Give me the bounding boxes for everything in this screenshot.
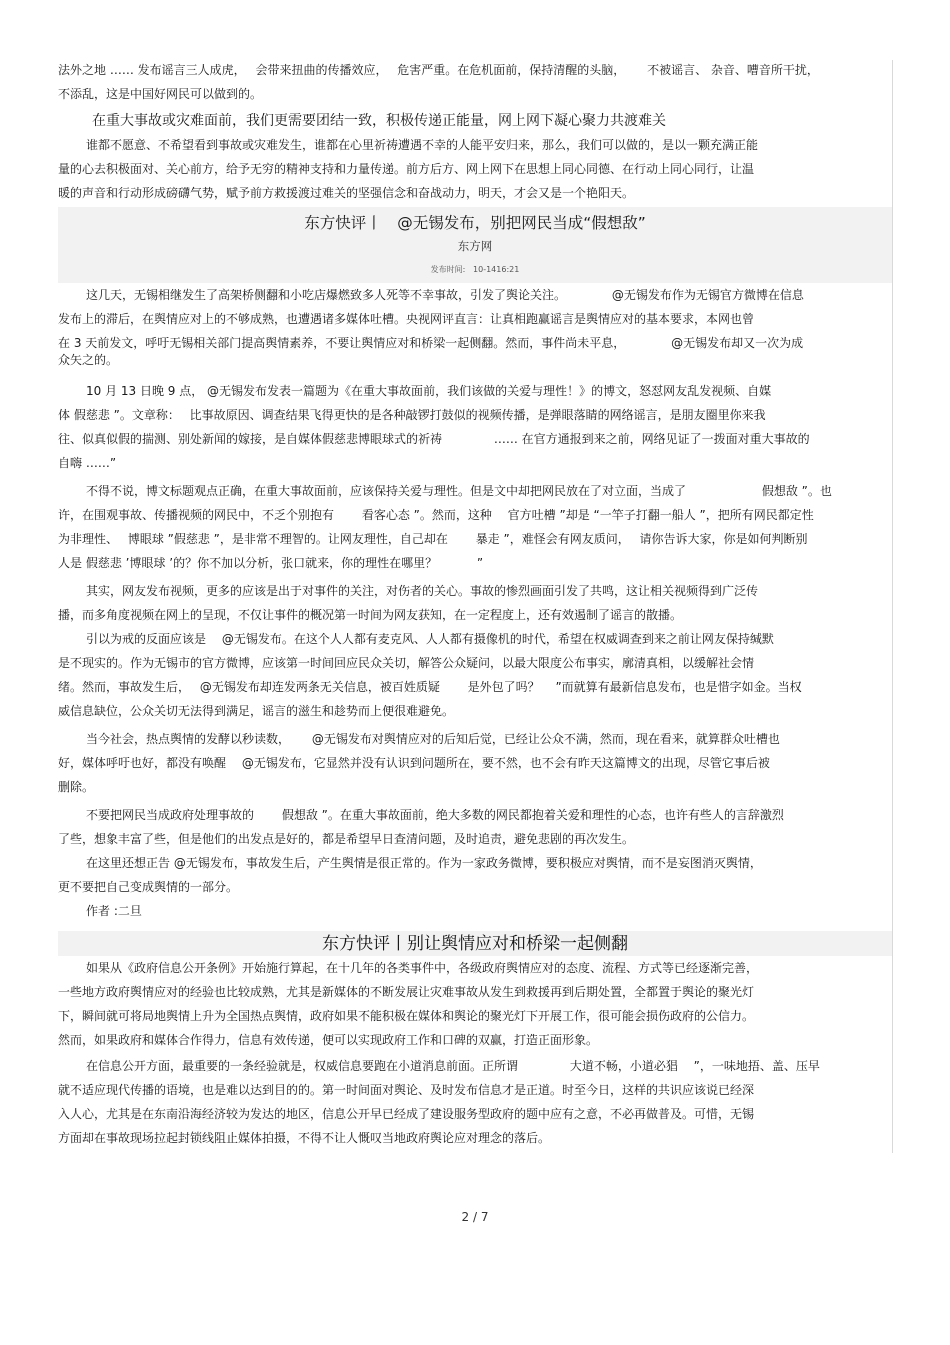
body-line: 在信息公开方面，最重要的一条经验就是，权威信息要跑在小道消息前面。正所谓 大道不畅，小道必猖 ”，一味地捂、盖、压早 xyxy=(86,1059,820,1073)
body-line: 在 3 天前发文，呼吁无锡相关部门提高舆情素养，不要让舆情应对和桥梁一起侧翻。然而，事件尚未平息， @无锡发布却又一次为成 xyxy=(58,336,804,350)
body-line: 10 月 13 日晚 9 点， @无锡发布发表一篇题为《在重大事故面前，我们该做的关爱与理性！》的博文，怒怼网友乱发视频、自媒 xyxy=(86,384,772,398)
publish-time xyxy=(58,265,892,275)
publish-time-label: 发布时间: xyxy=(430,265,466,274)
body-line: 威信息缺位，公众关切无法得到满足，谣言的滋生和趁势而上便很难避免。 xyxy=(58,704,455,718)
intro-paragraph-line: 谁都不愿意、不希望看到事故或灾难发生，谁都在心里祈祷遭遇不幸的人能平安归来，那么，我们可以做的，是以一颗充满正能 xyxy=(86,138,759,152)
body-line: 方面却在事故现场拉起封锁线阻止媒体拍摄，不得不让人慨叹当地政府舆论应对理念的落后。 xyxy=(58,1131,551,1145)
section-heading: 在重大事故或灾难面前，我们更需要团结一致，积极传递正能量，网上网下凝心聚力共渡难关 xyxy=(92,113,666,129)
article-title: 东方快评丨别让舆情应对和桥梁一起侧翻 xyxy=(322,934,628,954)
body-line: 播，而多角度视频在网上的呈现，不仅让事件的概况第一时间为网友获知，在一定程度上，还有效遏制了谣言的散播。 xyxy=(58,608,683,622)
body-line: 删除。 xyxy=(58,780,95,794)
body-line: 下，瞬间就可将局地舆情上升为全国热点舆情，政府如果不能积极在媒体和舆论的聚光灯下开展工作，很可能会损伤政府的公信力。 xyxy=(58,1009,755,1023)
intro-line: 法外之地 …… 发布谣言三人成虎， 会带来扭曲的传播效应， 危害严重。在危机面前，保持清醒的头脑， 不被谣言、 杂音、嘈音所干扰， xyxy=(58,63,819,77)
publish-time-value: 10-1416:21 xyxy=(473,265,520,274)
body-line: 为非理性、 博眼球 ”假慈悲 ”，是非常不理智的。让网友理性，自己却在 暴走 ”，难怪会有网友质问， 请你告诉大家，你是如何判断别 xyxy=(58,532,808,546)
body-line: 作者 :二旦 xyxy=(86,904,142,918)
body-line: 往、似真似假的揣测、别处新闻的嫁接，是自媒体假慈悲博眼球式的祈祷 …… 在官方通报到来之前，网络见证了一拨面对重大事故的 xyxy=(58,432,810,446)
body-line: 就不适应现代传播的语境，也是难以达到目的的。第一时间面对舆论、及时发布信息才是正道。时至今日，这样的共识应该说已经深 xyxy=(58,1083,755,1097)
body-line: 是不现实的。作为无锡市的官方微博，应该第一时间回应民众关切，解答公众疑问，以最大限度公布事实，廓清真相，以缓解社会情 xyxy=(58,656,755,670)
body-line: 好，媒体呼吁也好，都没有唤醒 @无锡发布，它显然并没有认识到问题所在，要不然，也不会有昨天这篇博文的出现，尽管它事后被 xyxy=(58,756,770,770)
intro-paragraph-line: 暖的声音和行动形成磅礴气势，赋予前方救援渡过难关的坚强信念和奋战动力，明天，才会又是一个艳阳天。 xyxy=(58,186,635,200)
body-line: 这几天，无锡相继发生了高架桥侧翻和小吃店爆燃致多人死等不幸事故，引发了舆论关注。 @无锡发布作为无锡官方微博在信息 xyxy=(86,288,804,302)
body-line: 众矢之的。 xyxy=(58,353,119,367)
intro-line: 不添乱，这是中国好网民可以做到的。 xyxy=(58,87,263,101)
body-line: 许，在围观事故、传播视频的网民中，不乏个别抱有 看客心态 ”。然而，这种 官方吐槽 ”却是 “一竿子打翻一船人 ”，把所有网民都定性 xyxy=(58,508,814,522)
body-line: 一些地方政府舆情应对的经验也比较成熟，尤其是新媒体的不断发展让灾难事故从发生到救援再到后期处置，全都置于舆论的聚光灯 xyxy=(58,985,755,999)
body-line: 更不要把自己变成舆情的一部分。 xyxy=(58,880,239,894)
body-line: 体 假慈悲 ”。文章称： 比事故原因、调查结果飞得更快的是各种敲锣打鼓似的视频传播，是弹眼落睛的网络谣言，是朋友圈里你来我 xyxy=(58,408,766,422)
intro-paragraph-line: 量的心去积极面对、关心前方，给予无穷的精神支持和力量传递。前方后方、网上网下在思想上同心同德、在行动上同心同行，让温 xyxy=(58,162,755,176)
body-line: 不要把网民当成政府处理事故的 假想敌 ”。在重大事故面前，绝大多数的网民都抱着关爱和理性的心态，也许有些人的言辞激烈 xyxy=(86,808,784,822)
body-line: 然而，如果政府和媒体合作得力，信息有效传递，便可以实现政府工作和口碑的双赢，打造正面形象。 xyxy=(58,1033,599,1047)
article-title: 东方快评丨 @无锡发布，别把网民当成“假想敌” xyxy=(304,214,646,232)
body-line: 不得不说，博文标题观点正确，在重大事故面前，应该保持关爱与理性。但是文中却把网民放在了对立面，当成了 假想敌 ”。也 xyxy=(86,484,832,498)
body-line: 引以为戒的反面应该是 @无锡发布。在这个人人都有麦克风、人人都有摄像机的时代，希望在权威调查到来之前让网友保持缄默 xyxy=(86,632,774,646)
body-line: 如果从《政府信息公开条例》开始施行算起，在十几年的各类事件中，各级政府舆情应对的态度、流程、方式等已经逐渐完善， xyxy=(86,961,759,975)
body-line: 当今社会，热点舆情的发酵以秒读数， @无锡发布对舆情应对的后知后觉，已经让公众不满，然而，现在看来，就算群众吐槽也 xyxy=(86,732,780,746)
body-line: 其实，网友发布视频，更多的应该是出于对事件的关注，对伤者的关心。事故的惨烈画面引发了共鸣，这让相关视频得到广泛传 xyxy=(86,584,759,598)
article-source: 东方网 xyxy=(457,239,493,253)
body-line: 绪。然而，事故发生后， @无锡发布却连发两条无关信息，被百姓质疑 是外包了吗？ ”而就算有最新信息发布，也是惜字如金。当权 xyxy=(58,680,802,694)
body-line: 在这里还想正告 @无锡发布，事故发生后，产生舆情是很正常的。作为一家政务微博，要积极应对舆情，而不是妄图消灭舆情， xyxy=(86,856,762,870)
body-line: 发布上的滞后，在舆情应对上的不够成熟，也遭遇诸多媒体吐槽。央视网评直言：让真相跑赢谣言是舆情应对的基本要求，本网也曾 xyxy=(58,312,755,326)
body-line: 入人心，尤其是在东南沿海经济较为发达的地区，信息公开早已经成了建设服务型政府的题中应有之意，不必再做普及。可惜，无锡 xyxy=(58,1107,755,1121)
body-line: 自嗨 ……” xyxy=(58,456,117,470)
body-line: 了些，想象丰富了些，但是他们的出发点是好的，都是希望早日查清问题，及时追责，避免悲剧的再次发生。 xyxy=(58,832,635,846)
body-line: 人是 假慈悲 ’博眼球 ’的？你不加以分析，张口就来，你的理性在哪里？ ” xyxy=(58,556,484,570)
page-number: 2 / 7 xyxy=(461,1210,489,1224)
